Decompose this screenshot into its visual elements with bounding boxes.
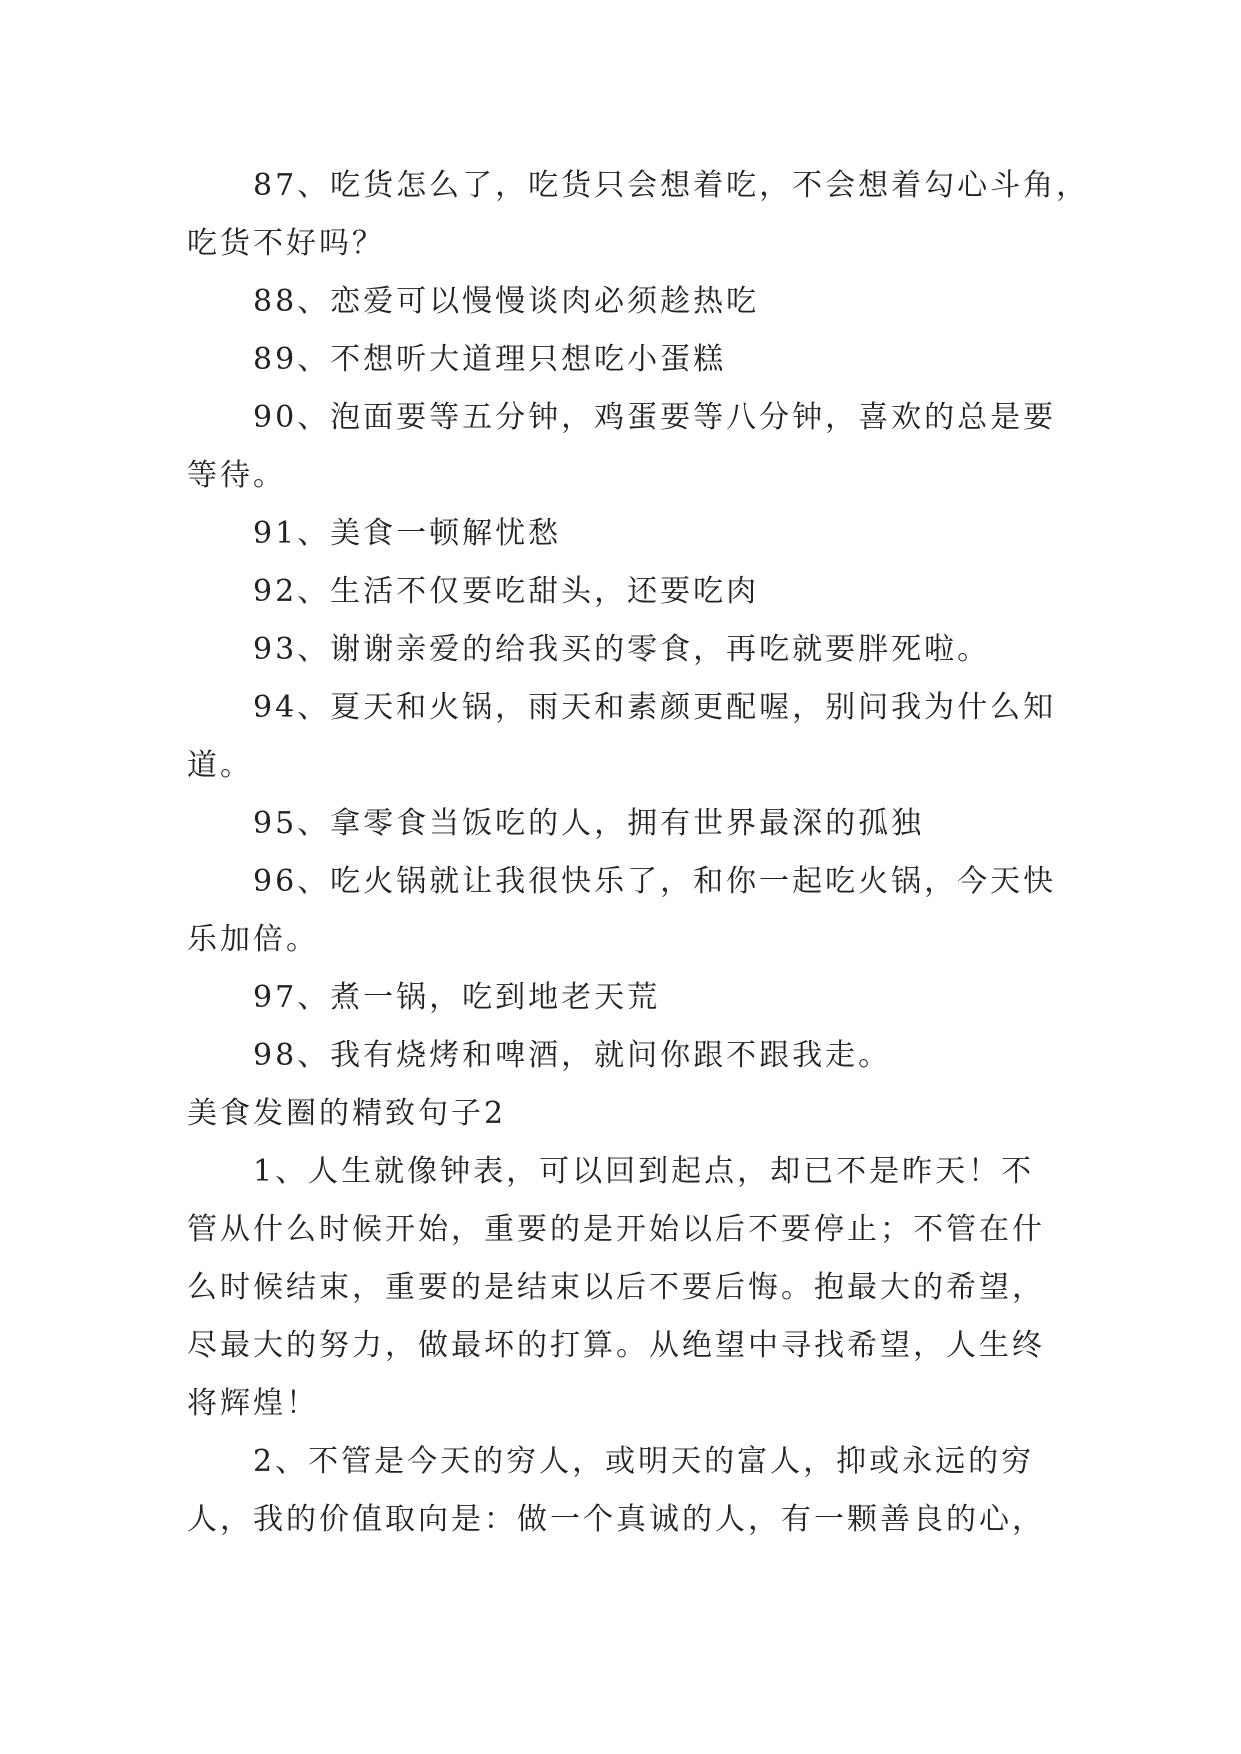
text-line: 么时候结束，重要的是结束以后不要后悔。抱最大的希望， [187, 1270, 1045, 1305]
text-line: 90、泡面要等五分钟，鸡蛋要等八分钟，喜欢的总是要 [253, 400, 1057, 435]
text-line: 吃货不好吗？ [187, 226, 385, 261]
text-line: 尽最大的努力，做最坏的打算。从绝望中寻找希望，人生终 [187, 1328, 1045, 1363]
text-line: 87、吃货怎么了，吃货只会想着吃，不会想着勾心斗角， [253, 168, 1090, 203]
text-line: 94、夏天和火锅，雨天和素颜更配喔，别问我为什么知 [253, 690, 1057, 725]
text-line: 道。 [187, 748, 253, 783]
section-heading: 美食发圈的精致句子2 [187, 1096, 507, 1131]
text-line: 等待。 [187, 458, 286, 493]
text-line: 将辉煌！ [187, 1386, 319, 1421]
text-line: 2、不管是今天的穷人，或明天的富人，抑或永远的穷 [253, 1444, 1035, 1479]
text-line: 95、拿零食当饭吃的人，拥有世界最深的孤独 [253, 806, 925, 841]
text-line: 人，我的价值取向是：做一个真诚的人，有一颗善良的心， [187, 1502, 1045, 1537]
text-line: 91、美食一顿解忧愁 [253, 516, 562, 551]
text-line: 92、生活不仅要吃甜头，还要吃肉 [253, 574, 760, 609]
text-line: 管从什么时候开始，重要的是开始以后不要停止；不管在什 [187, 1212, 1045, 1247]
text-line: 89、不想听大道理只想吃小蛋糕 [253, 342, 727, 377]
text-line: 88、恋爱可以慢慢谈肉必须趁热吃 [253, 284, 760, 319]
text-line: 93、谢谢亲爱的给我买的零食，再吃就要胖死啦。 [253, 632, 991, 667]
text-line: 98、我有烧烤和啤酒，就问你跟不跟我走。 [253, 1038, 892, 1073]
text-line: 乐加倍。 [187, 922, 319, 957]
text-line: 1、人生就像钟表，可以回到起点，却已不是昨天！不 [253, 1154, 1035, 1189]
text-line: 96、吃火锅就让我很快乐了，和你一起吃火锅，今天快 [253, 864, 1057, 899]
text-line: 97、煮一锅，吃到地老天荒 [253, 980, 661, 1015]
